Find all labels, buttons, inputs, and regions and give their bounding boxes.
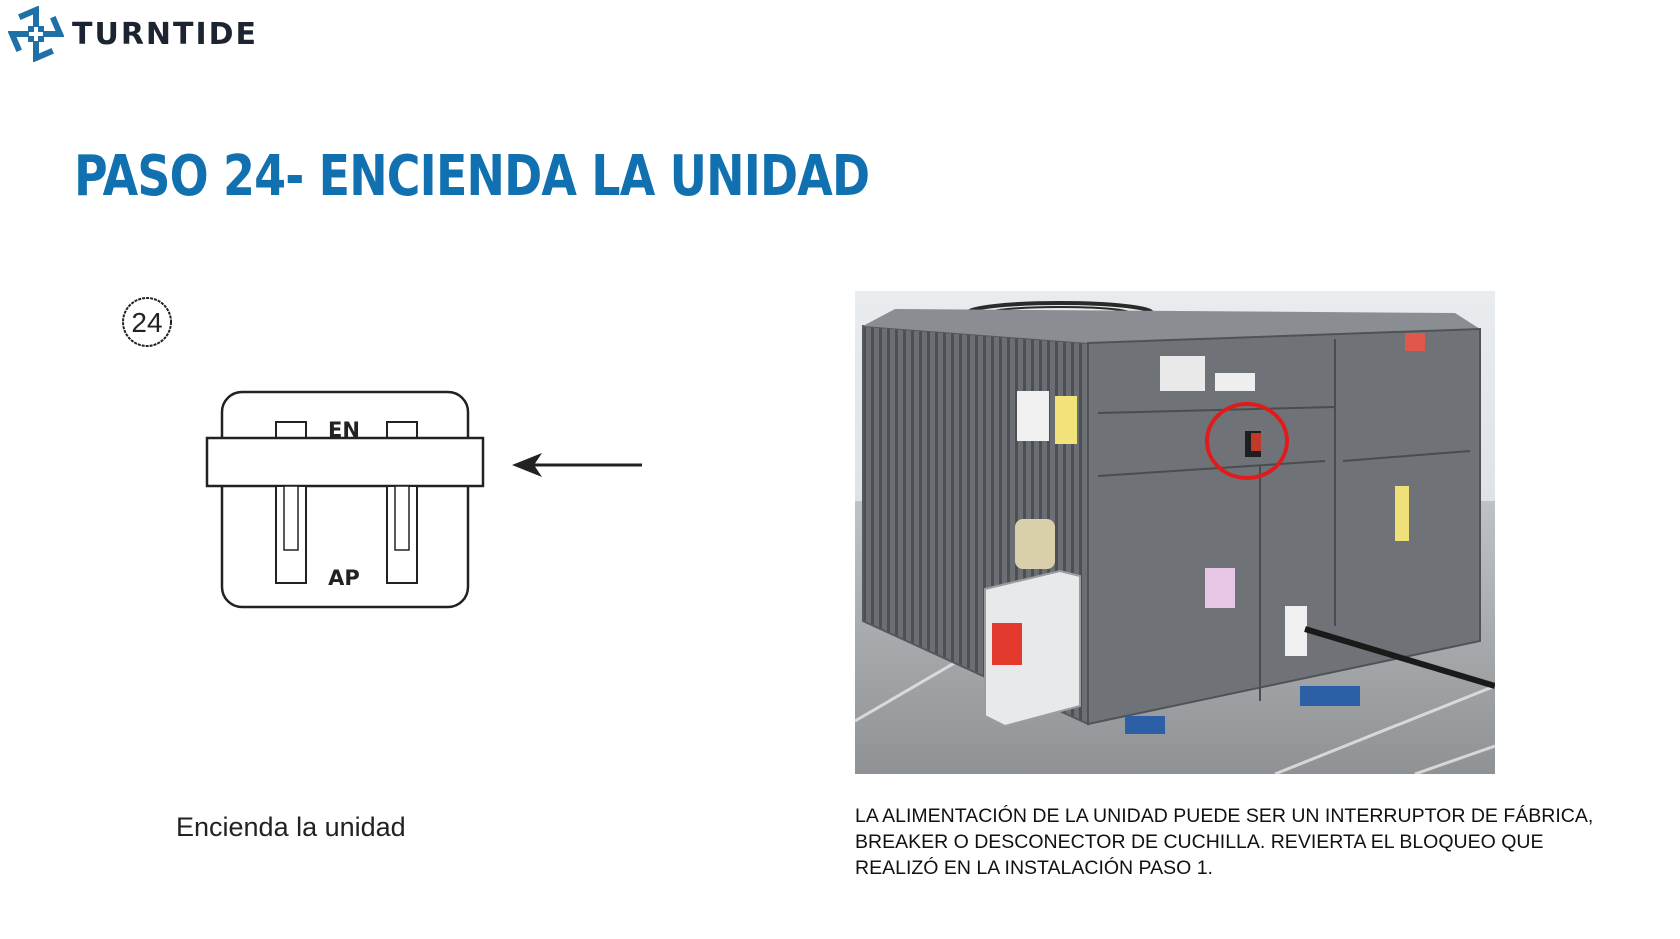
brand-name: TURNTIDE [72, 16, 259, 52]
left-arrow-icon [512, 453, 642, 477]
label-off: AP [328, 566, 360, 590]
turntide-logo-icon [8, 6, 64, 62]
diagram-caption: Encienda la unidad [176, 812, 406, 842]
photo-caption: LA ALIMENTACIÓN DE LA UNIDAD PUEDE SER UN INTERRUPTOR DE FÁBRICA, BREAKER O DESCONECTOR DE CUCHILLA. REVIERTA EL BLOQUEO QUE REALIZÓ EN LA INSTALACIÓN PASO 1. [855, 805, 1594, 879]
switch-diagram [110, 295, 670, 635]
brand-logo [8, 6, 258, 62]
label-on: EN [328, 418, 360, 442]
page-title: PASO 24- ENCIENDA LA UNIDAD [74, 144, 870, 209]
hvac-unit-photo [855, 291, 1495, 774]
switch-icon [207, 392, 483, 607]
step-number: 24 [131, 307, 163, 338]
step-number-badge [123, 298, 171, 346]
